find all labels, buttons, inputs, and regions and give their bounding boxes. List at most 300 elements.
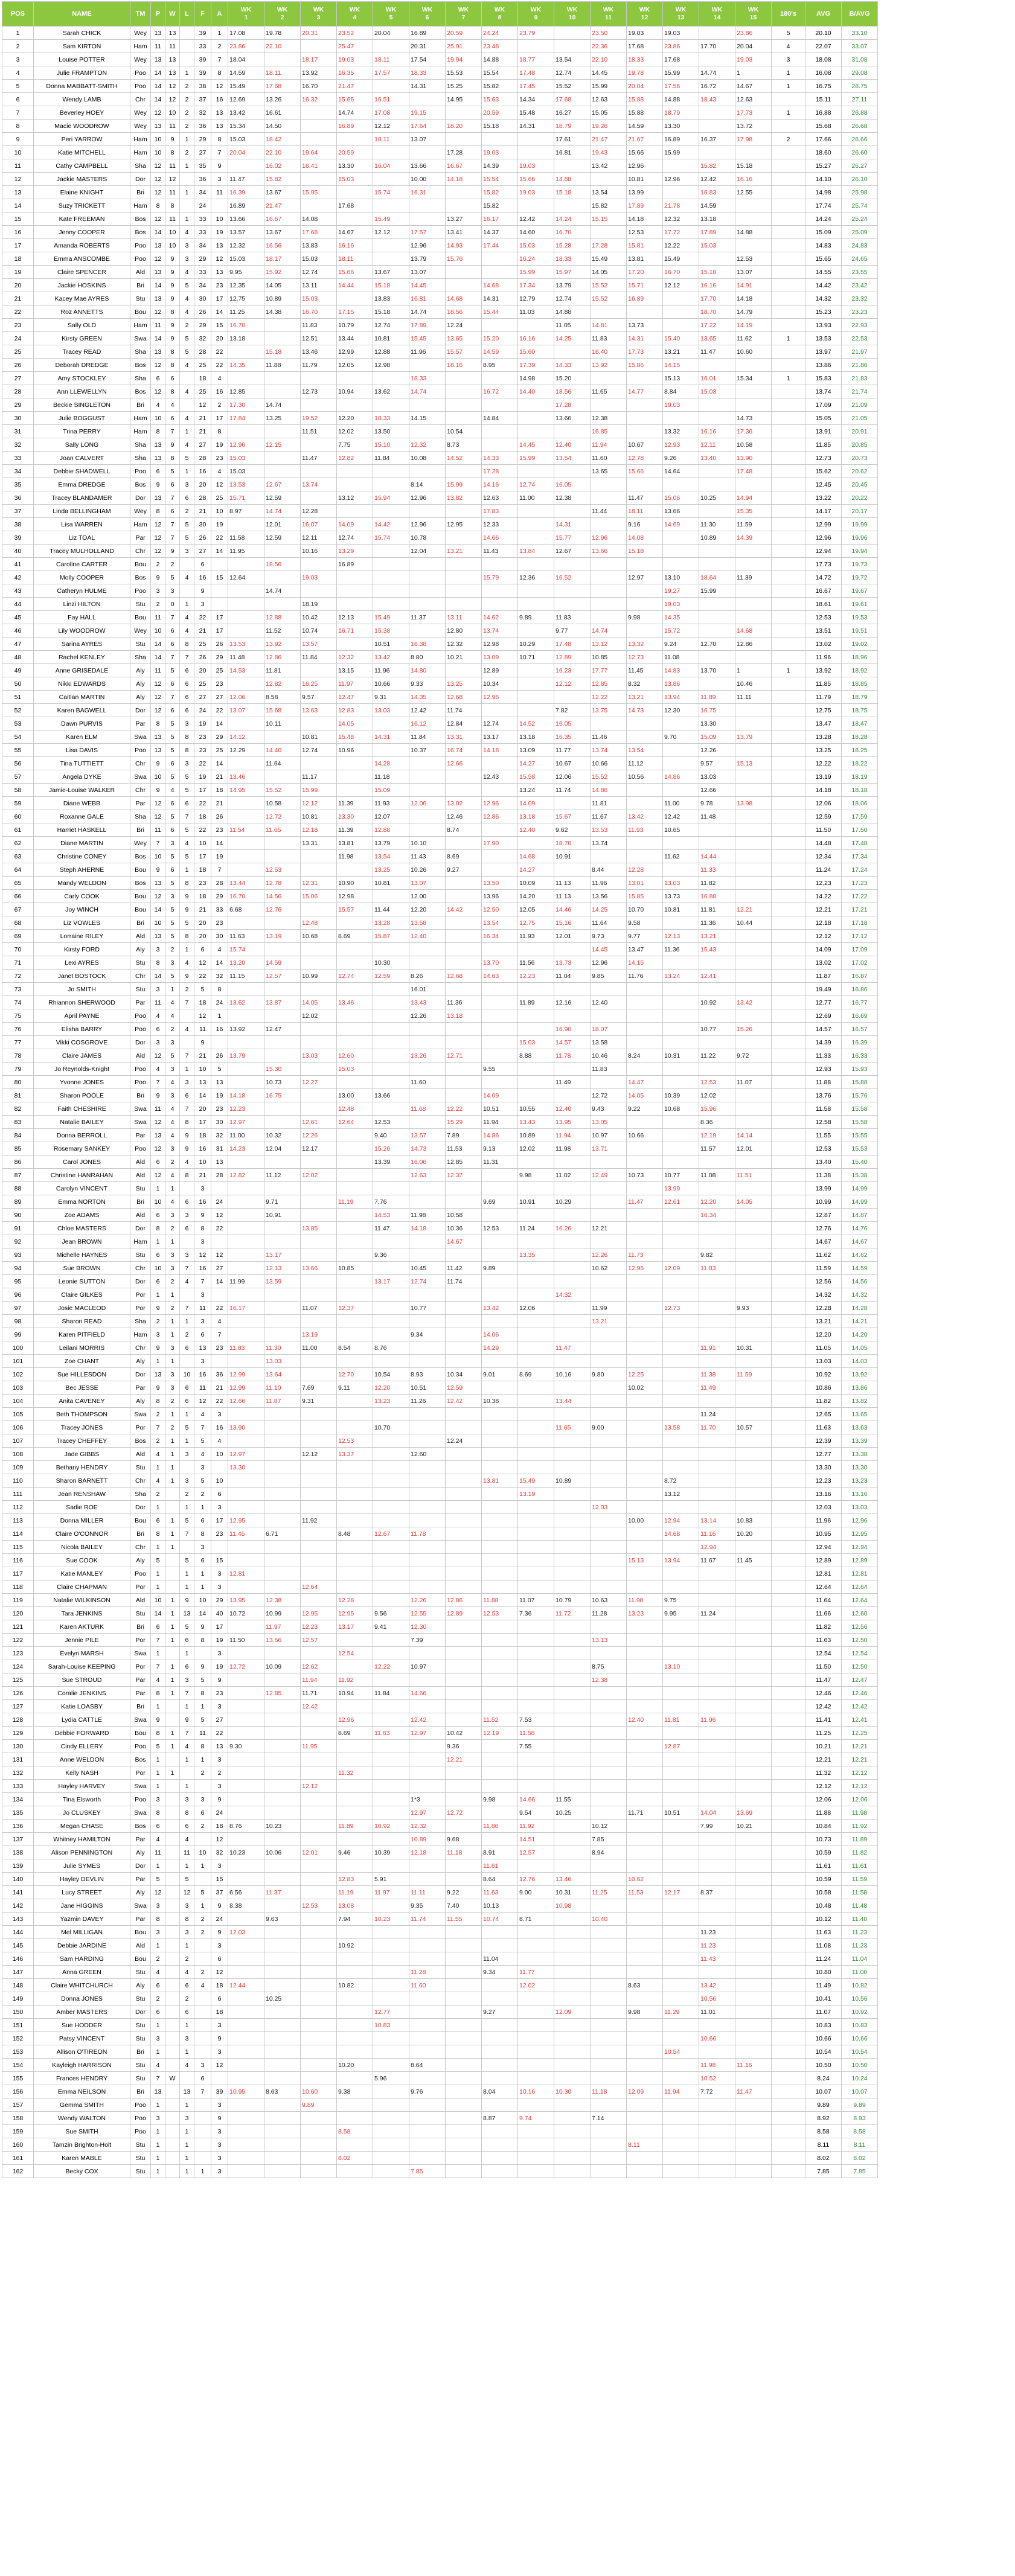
week-score-cell [482, 2045, 518, 2059]
week-score-cell: 13.28 [373, 916, 409, 930]
week-score-cell [518, 1315, 554, 1328]
week-score-cell: 12.78 [627, 452, 663, 465]
week-score-cell: 11.39 [337, 797, 373, 810]
bonus-average-cell: 20.73 [842, 452, 878, 465]
player-name-cell: Molly COOPER [34, 571, 130, 584]
week-score-cell: 14.18 [627, 213, 663, 226]
week-score-cell [228, 2006, 264, 2019]
for-cell: 3 [194, 1541, 211, 1554]
won-cell: 4 [165, 1195, 180, 1209]
position-cell: 68 [2, 916, 34, 930]
week-score-cell [373, 996, 409, 1009]
week-score-cell: 16.23 [554, 664, 591, 677]
table-row [2, 425, 878, 438]
week-score-cell [264, 2032, 301, 2045]
week-score-cell [373, 146, 409, 159]
week-score-cell [554, 159, 591, 173]
played-cell: 13 [151, 120, 165, 133]
team-cell: Stu [130, 1607, 151, 1620]
player-name-cell: Tracey BLANDAMER [34, 491, 130, 505]
week-score-cell: 11.47 [627, 1195, 663, 1209]
week-score-cell: 11.04 [482, 1952, 518, 1966]
week-score-cell [228, 518, 264, 531]
week-score-cell [554, 1992, 591, 2006]
week-score-cell: 9.27 [482, 2006, 518, 2019]
lost-cell: 5 [180, 823, 194, 837]
team-cell: Poo [130, 584, 151, 598]
one-eighty-cell [772, 359, 805, 372]
table-row [2, 1421, 878, 1434]
week-score-cell [264, 1501, 301, 1514]
week-score-cell [554, 1567, 591, 1580]
week-score-cell [409, 2045, 446, 2059]
week-score-cell [518, 1541, 554, 1554]
week-score-cell: 14.67 [337, 226, 373, 239]
position-cell: 76 [2, 1023, 34, 1036]
against-cell: 7 [211, 863, 228, 877]
player-name-cell: Janet BOSTOCK [34, 970, 130, 983]
week-score-cell: 15.25 [446, 80, 482, 93]
week-score-cell: 12.88 [264, 611, 301, 624]
week-score-cell [373, 1076, 409, 1089]
week-score-cell: 11.07 [518, 1594, 554, 1607]
week-score-cell: 11.68 [409, 1102, 446, 1116]
week-score-cell: 14.73 [409, 1142, 446, 1155]
week-score-cell [301, 1859, 337, 1873]
week-score-cell [627, 1740, 663, 1753]
week-score-cell [446, 1793, 482, 1806]
team-cell: Por [130, 1302, 151, 1315]
for-cell: 6 [194, 1554, 211, 1567]
week-score-cell: 17.48 [735, 465, 772, 478]
table-row [2, 1474, 878, 1488]
player-name-cell: Jane HIGGINS [34, 1899, 130, 1913]
week-score-cell [518, 1992, 554, 2006]
table-row [2, 545, 878, 558]
one-eighty-cell [772, 491, 805, 505]
position-cell: 12 [2, 173, 34, 186]
week-score-cell: 14.62 [482, 611, 518, 624]
against-cell: 32 [211, 970, 228, 983]
week-score-cell [446, 1780, 482, 1793]
week-score-cell: 10.74 [482, 1913, 518, 1926]
played-cell: 14 [151, 903, 165, 916]
week-score-cell: 9.00 [591, 1421, 627, 1434]
week-score-cell: 14.68 [446, 292, 482, 305]
week-score-cell: 16.17 [482, 213, 518, 226]
won-cell: 1 [165, 1448, 180, 1461]
week-score-cell: 11.89 [518, 996, 554, 1009]
week-score-cell: 12.09 [627, 2085, 663, 2098]
week-score-cell: 12.17 [301, 1142, 337, 1155]
week-score-cell [699, 1315, 735, 1328]
column-header-tm: TM [130, 2, 151, 27]
week-score-cell [518, 199, 554, 213]
week-score-cell: 16.35 [337, 66, 373, 80]
week-score-cell [663, 1408, 699, 1421]
won-cell: 6 [165, 797, 180, 810]
week-score-cell [627, 1673, 663, 1687]
team-cell: Bri [130, 2045, 151, 2059]
week-score-cell [518, 1076, 554, 1089]
week-score-cell: 18.17 [301, 53, 337, 66]
week-score-cell: 11.55 [554, 1793, 591, 1806]
position-cell: 17 [2, 239, 34, 252]
average-cell: 10.59 [805, 1873, 842, 1886]
week-score-cell: 17.57 [409, 226, 446, 239]
one-eighty-cell [772, 1341, 805, 1355]
lost-cell [180, 1461, 194, 1474]
week-score-cell [518, 425, 554, 438]
team-cell: Poo [130, 2112, 151, 2125]
week-score-cell [482, 372, 518, 385]
one-eighty-cell [772, 1076, 805, 1089]
average-cell: 16.08 [805, 66, 842, 80]
week-score-cell: 12.37 [446, 1169, 482, 1182]
player-name-cell: Sue COOK [34, 1554, 130, 1567]
week-score-cell: 11.42 [446, 1262, 482, 1275]
week-score-cell [373, 545, 409, 558]
position-cell: 53 [2, 717, 34, 730]
one-eighty-cell [772, 1554, 805, 1567]
week-score-cell: 16.37 [699, 133, 735, 146]
played-cell: 8 [151, 717, 165, 730]
week-score-cell [301, 1368, 337, 1381]
week-score-cell: 9.22 [627, 1102, 663, 1116]
team-cell: Bou [130, 1926, 151, 1939]
bonus-average-cell: 11.04 [842, 1952, 878, 1966]
week-score-cell: 12.24 [446, 319, 482, 332]
table-row [2, 239, 878, 252]
lost-cell: 8 [180, 930, 194, 943]
week-score-cell: 12.02 [301, 1009, 337, 1023]
week-score-cell: 12.53 [301, 1899, 337, 1913]
won-cell: 1 [165, 1620, 180, 1634]
for-cell: 34 [194, 186, 211, 199]
one-eighty-cell [772, 1355, 805, 1368]
played-cell: 1 [151, 2045, 165, 2059]
week-score-cell [228, 1182, 264, 1195]
week-score-cell: 10.25 [554, 1806, 591, 1820]
one-eighty-cell [772, 1886, 805, 1899]
week-score-cell [627, 1992, 663, 2006]
played-cell: 1 [151, 2165, 165, 2178]
one-eighty-cell [772, 1753, 805, 1766]
one-eighty-cell [772, 2112, 805, 2125]
lost-cell [180, 173, 194, 186]
week-score-cell: 13.44 [228, 877, 264, 890]
week-score-cell [228, 2138, 264, 2152]
lost-cell: 1 [180, 2019, 194, 2032]
week-score-cell: 9.56 [373, 1607, 409, 1620]
week-score-cell [337, 1315, 373, 1328]
week-score-cell: 16.70 [228, 319, 264, 332]
week-score-cell: 12.02 [337, 425, 373, 438]
averages-table [2, 1, 878, 2178]
week-score-cell [627, 1235, 663, 1248]
week-score-cell: 13.27 [446, 213, 482, 226]
against-cell: 17 [211, 412, 228, 425]
week-score-cell: 12.20 [373, 1381, 409, 1395]
week-score-cell: 13.59 [264, 1275, 301, 1288]
position-cell: 61 [2, 823, 34, 837]
week-score-cell: 12.01 [264, 518, 301, 531]
week-score-cell [699, 252, 735, 266]
week-score-cell [554, 465, 591, 478]
week-score-cell [627, 1434, 663, 1448]
week-score-cell: 13.65 [699, 332, 735, 345]
week-score-cell [699, 1328, 735, 1341]
team-cell: Ham [130, 1328, 151, 1341]
against-cell: 7 [211, 53, 228, 66]
week-score-cell: 10.83 [735, 1514, 772, 1527]
week-score-cell [591, 2138, 627, 2152]
team-cell: Stu [130, 1461, 151, 1474]
player-name-cell: Claire JAMES [34, 1049, 130, 1063]
table-row [2, 1302, 878, 1315]
week-score-cell [301, 2138, 337, 2152]
week-score-cell: 10.37 [409, 744, 446, 757]
week-score-cell [373, 983, 409, 996]
average-cell: 12.28 [805, 1302, 842, 1315]
column-header-f: F [194, 2, 211, 27]
week-score-cell: 13.57 [409, 1129, 446, 1142]
week-score-cell: 18.11 [373, 133, 409, 146]
for-cell: 19 [194, 770, 211, 784]
one-eighty-cell [772, 1209, 805, 1222]
week-score-cell [591, 1381, 627, 1395]
week-score-cell [409, 2152, 446, 2165]
week-score-cell: 16.72 [482, 385, 518, 398]
week-score-cell [301, 133, 337, 146]
against-cell: 2 [211, 40, 228, 53]
table-row [2, 1315, 878, 1328]
average-cell: 10.54 [805, 2045, 842, 2059]
week-score-cell [446, 983, 482, 996]
table-row [2, 2138, 878, 2152]
week-score-cell: 17.39 [518, 359, 554, 372]
week-score-cell [228, 1753, 264, 1766]
week-score-cell [735, 1607, 772, 1620]
player-name-cell: Chloe MASTERS [34, 1222, 130, 1235]
week-score-cell: 13.12 [591, 638, 627, 651]
team-cell: Swa [130, 1806, 151, 1820]
week-score-cell [663, 1315, 699, 1328]
played-cell: 8 [151, 1806, 165, 1820]
week-score-cell [228, 584, 264, 598]
lost-cell: 3 [180, 2112, 194, 2125]
average-cell: 14.18 [805, 784, 842, 797]
week-score-cell [373, 80, 409, 93]
bonus-average-cell: 8.02 [842, 2152, 878, 2165]
position-cell: 139 [2, 1859, 34, 1873]
bonus-average-cell: 18.28 [842, 730, 878, 744]
against-cell: 20 [211, 332, 228, 345]
position-cell: 112 [2, 1501, 34, 1514]
against-cell: 19 [211, 226, 228, 239]
week-score-cell [591, 1952, 627, 1966]
against-cell: 22 [211, 531, 228, 545]
played-cell: 12 [151, 1142, 165, 1155]
week-score-cell: 10.90 [337, 877, 373, 890]
week-score-cell: 10.00 [627, 1514, 663, 1527]
week-score-cell [518, 2138, 554, 2152]
week-score-cell [699, 120, 735, 133]
table-row [2, 797, 878, 810]
week-score-cell: 12.55 [735, 186, 772, 199]
bonus-average-cell: 19.72 [842, 571, 878, 584]
played-cell: 12 [151, 797, 165, 810]
team-cell: Sha [130, 438, 151, 452]
average-cell: 11.85 [805, 438, 842, 452]
position-cell: 128 [2, 1713, 34, 1727]
lost-cell: 7 [180, 996, 194, 1009]
week-score-cell [301, 1952, 337, 1966]
week-score-cell: 14.14 [735, 1129, 772, 1142]
played-cell: 14 [151, 66, 165, 80]
week-score-cell: 11.47 [373, 1222, 409, 1235]
week-score-cell: 13.00 [337, 1089, 373, 1102]
week-score-cell: 10.94 [337, 1687, 373, 1700]
week-score-cell [518, 2045, 554, 2059]
week-score-cell: 14.51 [518, 1833, 554, 1846]
week-score-cell [301, 173, 337, 186]
table-row [2, 717, 878, 730]
week-score-cell [518, 1660, 554, 1673]
week-score-cell [554, 27, 591, 40]
team-cell: Por [130, 1660, 151, 1673]
week-score-cell [337, 2072, 373, 2085]
for-cell: 2 [194, 1913, 211, 1926]
bonus-average-cell: 18.06 [842, 797, 878, 810]
average-cell: 12.93 [805, 1063, 842, 1076]
one-eighty-cell [772, 877, 805, 890]
column-header-wk-15: WK 15 [735, 2, 772, 27]
week-score-cell: 11.62 [663, 850, 699, 863]
week-score-cell: 13.03 [663, 877, 699, 890]
week-score-cell: 11.39 [337, 823, 373, 837]
week-score-cell [735, 478, 772, 491]
week-score-cell: 10.66 [627, 1129, 663, 1142]
position-cell: 105 [2, 1408, 34, 1421]
team-cell: Bos [130, 213, 151, 226]
bonus-average-cell: 17.24 [842, 863, 878, 877]
week-score-cell [699, 2138, 735, 2152]
week-score-cell [663, 186, 699, 199]
week-score-cell [228, 1806, 264, 1820]
week-score-cell: 11.33 [699, 863, 735, 877]
week-score-cell [409, 1580, 446, 1594]
week-score-cell [554, 1448, 591, 1461]
position-cell: 120 [2, 1607, 34, 1620]
week-score-cell [627, 305, 663, 319]
week-score-cell: 8.73 [446, 438, 482, 452]
average-cell: 12.42 [805, 1700, 842, 1713]
lost-cell [180, 1766, 194, 1780]
bonus-average-cell: 13.03 [842, 1501, 878, 1514]
week-score-cell [228, 1952, 264, 1966]
won-cell [165, 1647, 180, 1660]
week-score-cell: 14.86 [663, 770, 699, 784]
average-cell: 12.76 [805, 1222, 842, 1235]
table-row [2, 2059, 878, 2072]
week-score-cell: 17.73 [735, 106, 772, 120]
week-score-cell [446, 385, 482, 398]
week-score-cell [264, 1182, 301, 1195]
week-score-cell: 15.82 [482, 80, 518, 93]
bonus-average-cell: 15.55 [842, 1129, 878, 1142]
average-cell: 12.54 [805, 1647, 842, 1660]
week-score-cell [373, 1408, 409, 1421]
played-cell: 5 [151, 1740, 165, 1753]
week-score-cell [735, 1315, 772, 1328]
bonus-average-cell: 17.50 [842, 823, 878, 837]
week-score-cell [301, 1421, 337, 1434]
played-cell: 6 [151, 1155, 165, 1169]
position-cell: 10 [2, 146, 34, 159]
won-cell [165, 1913, 180, 1926]
week-score-cell: 14.88 [554, 173, 591, 186]
for-cell: 32 [194, 106, 211, 120]
bonus-average-cell: 20.91 [842, 425, 878, 438]
week-score-cell [627, 1620, 663, 1634]
week-score-cell [301, 120, 337, 133]
week-score-cell [699, 1859, 735, 1873]
week-score-cell [373, 2032, 409, 2045]
lost-cell: 7 [180, 1102, 194, 1116]
week-score-cell [264, 1514, 301, 1527]
week-score-cell [699, 2019, 735, 2032]
player-name-cell: Beverley HOEY [34, 106, 130, 120]
position-cell: 140 [2, 1873, 34, 1886]
won-cell: 9 [165, 438, 180, 452]
week-score-cell [663, 956, 699, 970]
week-score-cell [301, 2152, 337, 2165]
week-score-cell [482, 1248, 518, 1262]
week-score-cell [446, 505, 482, 518]
played-cell: 2 [151, 598, 165, 611]
week-score-cell [301, 2165, 337, 2178]
played-cell: 6 [151, 1023, 165, 1036]
week-score-cell: 16.41 [301, 159, 337, 173]
week-score-cell [518, 1395, 554, 1408]
position-cell: 149 [2, 1992, 34, 2006]
week-score-cell: 15.10 [373, 438, 409, 452]
week-score-cell: 15.52 [554, 80, 591, 93]
week-score-cell [554, 983, 591, 996]
player-name-cell: Harriet HASKELL [34, 823, 130, 837]
week-score-cell [699, 1182, 735, 1195]
position-cell: 122 [2, 1634, 34, 1647]
week-score-cell: 12.96 [627, 159, 663, 173]
week-score-cell [735, 1209, 772, 1222]
week-score-cell: 11.94 [663, 2085, 699, 2098]
week-score-cell [482, 1009, 518, 1023]
week-score-cell [627, 598, 663, 611]
week-score-cell: 15.18 [264, 345, 301, 359]
week-score-cell: 14.93 [446, 239, 482, 252]
week-score-cell [735, 1926, 772, 1939]
against-cell: 3 [211, 2045, 228, 2059]
week-score-cell: 12.70 [699, 638, 735, 651]
week-score-cell: 11.77 [554, 744, 591, 757]
week-score-cell: 15.54 [482, 66, 518, 80]
week-score-cell: 10.54 [373, 1368, 409, 1381]
team-cell: Ham [130, 518, 151, 531]
average-cell: 14.32 [805, 1288, 842, 1302]
week-score-cell: 13.08 [337, 1899, 373, 1913]
week-score-cell [446, 1248, 482, 1262]
